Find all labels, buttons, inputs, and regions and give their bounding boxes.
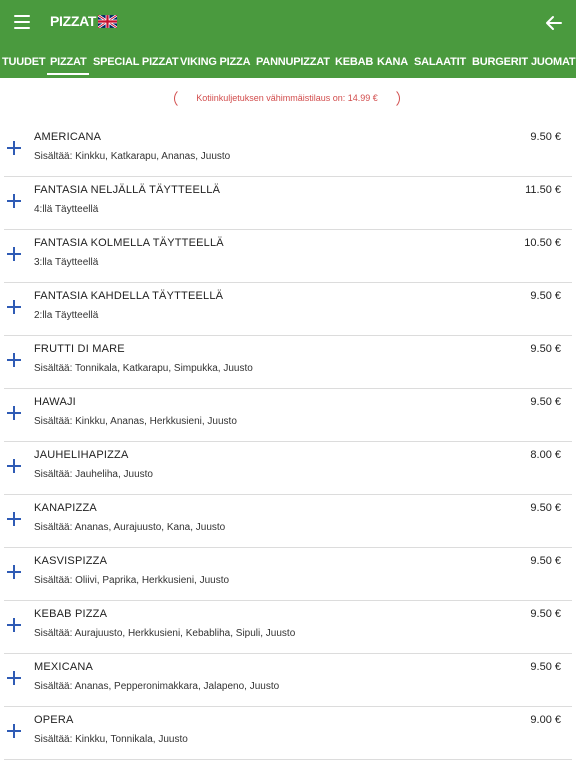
tab-kana[interactable]: KANA xyxy=(377,56,408,68)
item-description: Sisältää: Aurajuusto, Herkkusieni, Kebabliha, Sipuli, Juusto xyxy=(34,628,296,639)
list-item[interactable] xyxy=(0,707,576,760)
app-bar xyxy=(0,0,576,46)
item-description: 4:llä Täytteellä xyxy=(34,204,99,215)
item-price: 10.50 € xyxy=(524,237,561,249)
page-title: PIZZAT xyxy=(50,13,97,29)
add-icon[interactable] xyxy=(7,300,21,314)
list-item[interactable] xyxy=(0,336,576,389)
category-tab-bar xyxy=(0,46,576,78)
item-name: OPERA xyxy=(34,714,74,726)
hamburger-menu-icon[interactable] xyxy=(14,15,30,29)
item-description: Sisältää: Ananas, Aurajuusto, Kana, Juusto xyxy=(34,522,226,533)
tab-pizzat[interactable]: PIZZAT xyxy=(50,46,86,78)
add-icon[interactable] xyxy=(7,247,21,261)
tab-juomat[interactable]: JUOMAT xyxy=(531,56,576,68)
list-item[interactable] xyxy=(0,124,576,177)
add-icon[interactable] xyxy=(7,406,21,420)
item-name: FRUTTI DI MARE xyxy=(34,343,125,355)
add-icon[interactable] xyxy=(7,194,21,208)
item-description: 3:lla Täytteellä xyxy=(34,257,99,268)
item-price: 9.50 € xyxy=(530,290,561,302)
item-name: FANTASIA KAHDELLA TÄYTTEELLÄ xyxy=(34,290,224,302)
add-icon[interactable] xyxy=(7,141,21,155)
item-price: 9.50 € xyxy=(530,131,561,143)
item-name: KASVISPIZZA xyxy=(34,555,108,567)
item-name: HAWAJI xyxy=(34,396,76,408)
add-icon[interactable] xyxy=(7,512,21,526)
item-price: 9.50 € xyxy=(530,343,561,355)
add-icon[interactable] xyxy=(7,618,21,632)
list-item[interactable] xyxy=(0,654,576,707)
tab-tuudet[interactable]: TUUDET xyxy=(2,56,46,68)
list-item[interactable] xyxy=(0,230,576,283)
back-arrow-icon[interactable] xyxy=(544,13,564,33)
tab-pannupizzat[interactable]: PANNUPIZZAT xyxy=(256,56,330,68)
item-name: AMERICANA xyxy=(34,131,102,143)
item-price: 9.00 € xyxy=(530,714,561,726)
uk-flag-icon[interactable] xyxy=(98,15,117,28)
tab-burgerit[interactable]: BURGERIT xyxy=(472,56,528,68)
add-icon[interactable] xyxy=(7,671,21,685)
item-name: KEBAB PIZZA xyxy=(34,608,108,620)
tab-kebab[interactable]: KEBAB xyxy=(335,56,374,68)
list-item[interactable] xyxy=(0,548,576,601)
list-item[interactable] xyxy=(0,495,576,548)
item-description: Sisältää: Kinkku, Tonnikala, Juusto xyxy=(34,734,188,745)
item-description: Sisältää: Tonnikala, Katkarapu, Simpukka, Juusto xyxy=(34,363,253,374)
item-description: 2:lla Täytteellä xyxy=(34,310,99,321)
divider xyxy=(4,759,572,760)
item-name: FANTASIA NELJÄLLÄ TÄYTTEELLÄ xyxy=(34,184,221,196)
list-item[interactable] xyxy=(0,177,576,230)
item-price: 9.50 € xyxy=(530,661,561,673)
item-description: Sisältää: Kinkku, Ananas, Herkkusieni, Juusto xyxy=(34,416,237,427)
list-item[interactable] xyxy=(0,283,576,336)
item-name: JAUHELIHAPIZZA xyxy=(34,449,129,461)
list-item[interactable] xyxy=(0,601,576,654)
add-icon[interactable] xyxy=(7,459,21,473)
item-price: 9.50 € xyxy=(530,502,561,514)
list-item[interactable] xyxy=(0,442,576,495)
tab-viking-pizza[interactable]: VIKING PIZZA xyxy=(180,56,251,68)
item-price: 8.00 € xyxy=(530,449,561,461)
item-description: Sisältää: Kinkku, Katkarapu, Ananas, Juusto xyxy=(34,151,231,162)
item-description: Sisältää: Ananas, Pepperonimakkara, Jalapeno, Juusto xyxy=(34,681,280,692)
item-name: MEXICANA xyxy=(34,661,94,673)
minimum-order-notice: Kotiinkuljetuksen vähimmäistilaus on: 14.99 € xyxy=(174,88,400,109)
item-price: 9.50 € xyxy=(530,608,561,620)
add-icon[interactable] xyxy=(7,353,21,367)
item-price: 11.50 € xyxy=(525,184,561,196)
tab-special-pizzat[interactable]: SPECIAL PIZZAT xyxy=(93,56,179,68)
list-item[interactable] xyxy=(0,389,576,442)
add-icon[interactable] xyxy=(7,565,21,579)
item-description: Sisältää: Jauheliha, Juusto xyxy=(34,469,153,480)
add-icon[interactable] xyxy=(7,724,21,738)
item-price: 9.50 € xyxy=(530,396,561,408)
item-price: 9.50 € xyxy=(530,555,561,567)
tab-salaatit[interactable]: SALAATIT xyxy=(414,56,466,68)
item-name: KANAPIZZA xyxy=(34,502,97,514)
item-name: FANTASIA KOLMELLA TÄYTTEELLÄ xyxy=(34,237,224,249)
item-description: Sisältää: Oliivi, Paprika, Herkkusieni, Juusto xyxy=(34,575,230,586)
